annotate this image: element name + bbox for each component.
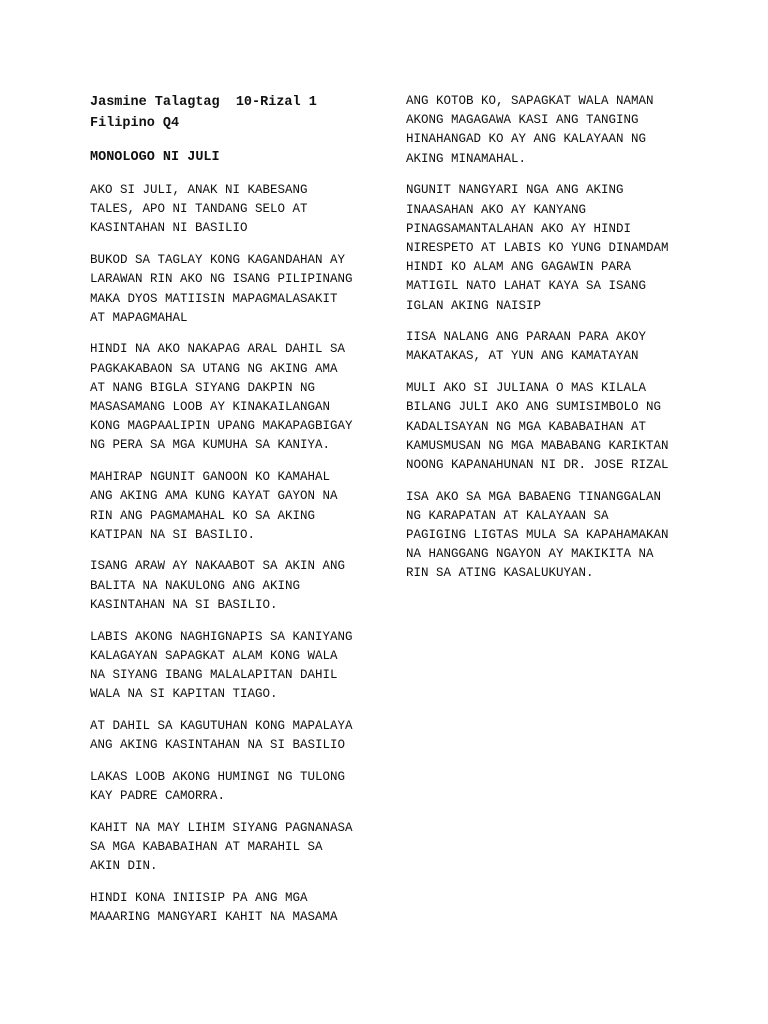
paragraph: LABIS AKONG NAGHIGNAPIS SA KANIYANG KALAGAYAN SAPAGKAT ALAM KONG WALA NA SIYANG IBANG MALALAPITAN DAHIL WALA NA SI KAPITAN TIAGO. bbox=[90, 629, 353, 702]
paragraph: HINDI KONA INIISIP PA ANG MGA MAAARING MANGYARI KAHIT NA MASAMA bbox=[90, 890, 338, 924]
subject-header: Filipino Q4 bbox=[90, 116, 180, 131]
paragraph: HINDI NA AKO NAKAPAG ARAL DAHIL SA PAGKAKABAON SA UTANG NG AKING AMA AT NANG BIGLA SIYANG DAKPIN NG MASASAMANG LOOB AY KINAKAILANGAN KONG MAGPAALIPIN UPANG MAKAPAGBIGAY NG PERA SA MGA KUMUHA SA KANIYA. bbox=[90, 342, 353, 453]
document-title: MONOLOGO NI JULI bbox=[90, 150, 220, 165]
paragraph: ANG KOTOB KO, SAPAGKAT WALA NAMAN AKONG MAGAGAWA KASI ANG TANGING HINAHANGAD KO AY ANG KALAYAAN NG AKING MINAMAHAL. bbox=[406, 94, 654, 166]
paragraph: AT DAHIL SA KAGUTUHAN KONG MAPALAYA ANG AKING KASINTAHAN NA SI BASILIO bbox=[90, 718, 353, 753]
paragraph: ISANG ARAW AY NAKAABOT SA AKIN ANG BALITA NA NAKULONG ANG AKING KASINTAHAN NA SI BASILIO. bbox=[90, 559, 346, 612]
paragraph: IISA NALANG ANG PARAAN PARA AKOY MAKATAKAS, AT YUN ANG KAMATAYAN bbox=[406, 330, 647, 364]
author-class-header: Jasmine Talagtag 10-Rizal 1 bbox=[90, 95, 317, 110]
paragraph: ISA AKO SA MGA BABAENG TINANGGALAN NG KARAPATAN AT KALAYAAN SA PAGIGING LIGTAS MULA SA KAPAHAMAKAN NA HANGGANG NGAYON AY MAKIKITA NA RIN SA ATING KASALUKUYAN. bbox=[406, 489, 669, 581]
paragraph: NGUNIT NANGYARI NGA ANG AKING INAASAHAN AKO AY KANYANG PINAGSAMANTALAHAN AKO AY HINDI NIRESPETO AT LABIS KO YUNG DINAMDAM HINDI KO ALAM ANG GAGAWIN PARA MATIGIL NATO LAHAT KAYA SA ISANG IGLAN AKING NAISIP bbox=[406, 183, 669, 313]
paragraph: BUKOD SA TAGLAY KONG KAGANDAHAN AY LARAWAN RIN AKO NG ISANG PILIPINANG MAKA DYOS MATIISIN MAPAGMALASAKIT AT MAPAGMAHAL bbox=[90, 253, 353, 325]
paragraph: LAKAS LOOB AKONG HUMINGI NG TULONG KAY PADRE CAMORRA. bbox=[90, 769, 346, 803]
paragraph: AKO SI JULI, ANAK NI KABESANG TALES, APO NI TANDANG SELO AT KASINTAHAN NI BASILIO bbox=[90, 183, 308, 236]
paragraph: MULI AKO SI JULIANA O MAS KILALA BILANG JULI AKO ANG SUMISIMBOLO NG KADALISAYAN NG MGA KABABAIHAN AT KAMUSMUSAN NG MGA MABABANG KARIKTAN NOONG KAPANAHUNAN NI DR. JOSE RIZAL bbox=[406, 381, 669, 472]
right-column bbox=[406, 92, 691, 584]
paragraph: MAHIRAP NGUNIT GANOON KO KAMAHAL ANG AKING AMA KUNG KAYAT GAYON NA RIN ANG PAGMAMAHAL KO SA AKING KATIPAN NA SI BASILIO. bbox=[90, 470, 338, 542]
paragraph: KAHIT NA MAY LIHIM SIYANG PAGNANASA SA MGA KABABAIHAN AT MARAHIL SA AKIN DIN. bbox=[90, 820, 353, 874]
left-column bbox=[90, 92, 375, 927]
